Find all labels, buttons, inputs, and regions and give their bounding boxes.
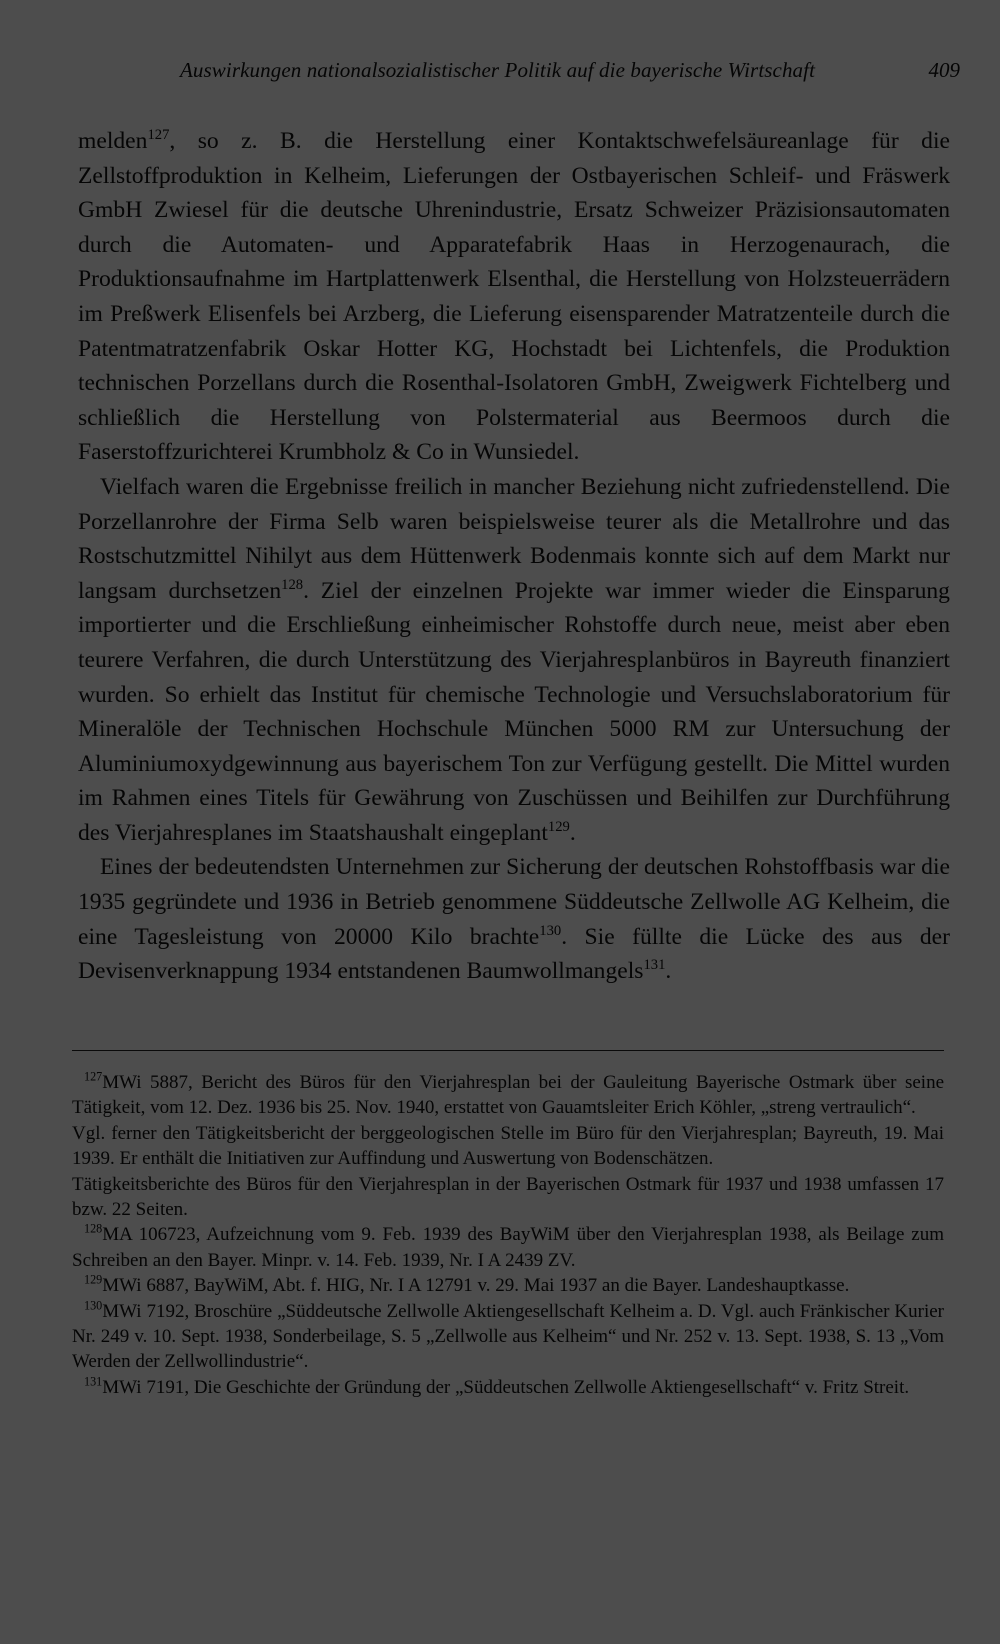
footnote-ref: 128 — [281, 576, 304, 593]
text-run: Eines der bedeutendsten Unternehmen zur Sicherung der deutschen Rohstoffbasis war die 1935 gegründete und 1936 in Betrieb genommene Süddeutsche Zellwolle AG Kelheim, die eine Tagesleistung von 20000 Kilo brachte — [78, 854, 950, 950]
footnote-130 — [72, 1299, 944, 1375]
paragraph-2 — [78, 470, 950, 851]
footnote-ref: 129 — [547, 819, 570, 836]
footnote-text: MWi 7192, Broschüre „Süddeutsche Zellwolle Aktiengesellschaft Kelheim a. D. Vgl. auch Fränkischer Kurier Nr. 249 v. 10. Sept. 1938, Sonderbeilage, S. 5 „Zellwolle aus Kelheim“ und Nr. 252 v. 13. Sept. 1938, S. 13 „Vom Werden der Zellwollindustrie“. — [72, 1300, 944, 1373]
footnote-127-continuation: Vgl. ferner den Tätigkeitsbericht der berggeologischen Stelle im Büro für den Vierjahresplan; Bayreuth, 19. Mai 1939. Er enthält die Initiativen zur Auffindung und Auswertung von Bodenschätzen. — [72, 1122, 944, 1170]
footnote-divider — [72, 1050, 944, 1051]
page-number: 409 — [928, 58, 960, 82]
footnote-number: 128 — [84, 1222, 103, 1237]
footnote-number: 129 — [84, 1272, 103, 1287]
footnote-number: 127 — [84, 1069, 103, 1084]
footnote-text: MWi 6887, BayWiM, Abt. f. HIG, Nr. I A 12791 v. 29. Mai 1937 an die Bayer. Landeshauptkasse. — [102, 1275, 850, 1297]
footnote-ref: 130 — [539, 922, 562, 939]
text-run: . Ziel der einzelnen Projekte war immer wieder die Einsparung importierter und die Erschließung einheimischer Rohstoffe durch neue, meist aber eben teurere Verfahren, die durch Unterstützung des Vierjahresplanbüros in Bayreuth finanziert wurden. So erhielt das Institut für chemische Technologie und Versuchslaboratorium für Mineralöle der Technischen Hochschule München 5000 RM zur Untersuchung der Aluminiumoxydgewinnung aus bayerischem Ton zur Verfügung gestellt. Die Mittel wurden im Rahmen eines Titels für Gewährung von Zuschüssen und Beihilfen zur Durchführung des Vierjahresplanes im Staatshaushalt eingeplant — [78, 577, 950, 846]
text-run: Vielfach waren die Ergebnisse freilich in mancher Beziehung nicht zufriedenstellend. Die Porzellanrohre der Firma Selb waren beispielsweise teurer als die Metallrohre und das Rostschutzmittel Nihilyt aus dem Hüttenwerk Bodenmais konnte sich auf dem Markt nur langsam durchsetzen — [78, 473, 950, 604]
footnote-131 — [72, 1375, 944, 1400]
text-run: melden — [78, 128, 148, 154]
text-run: . Sie füllte die Lücke des aus der Devisenverknappung 1934 entstandenen Baumwollmangels — [78, 923, 950, 985]
running-header — [180, 58, 960, 88]
footnote-text: MWi 5887, Bericht des Büros für den Vierjahresplan bei der Gauleitung Bayerische Ostmark über seine Tätigkeit, vom 12. Dez. 1936 bis 25. Nov. 1940, erstattet von Gauamtsleiter Erich Köhler, „streng vertraulich“. — [72, 1072, 944, 1119]
text-run: , so z. B. die Herstellung einer Kontaktschwefelsäureanlage für die Zellstoffproduktion in Kelheim, Lieferungen der Ostbayerischen Schleif- und Fräswerk GmbH Zwiesel für die deutsche Uhrenindustrie, Ersatz Schweizer Präzisionsautomaten durch die Automaten- und Apparatefabrik Haas in Herzogenaurach, die Produktionsaufnahme im Hartplattenwerk Elsenthal, die Herstellung von Holzsteuerrädern im Preßwerk Elisenfels bei Arzberg, die Lieferung eisensparender Matratzenteile durch die Patentmatratzenfabrik Oskar Hotter KG, Hochstadt bei Lichtenfels, die Produktion technischen Porzellans durch die Rosenthal-Isolatoren GmbH, Zweigwerk Fichtelberg und schließlich die Herstellung von Polstermaterial aus Beermoos durch die Faserstoffzurichterei Krumbholz & Co in Wunsiedel. — [78, 128, 950, 466]
footnote-text: MWi 7191, Die Geschichte der Gründung der „Süddeutschen Zellwolle Aktiengesellschaft“ v. Fritz Streit. — [102, 1376, 910, 1398]
footnote-ref: 131 — [643, 957, 666, 974]
footnote-number: 130 — [84, 1298, 103, 1313]
footnote-number: 131 — [84, 1374, 103, 1389]
footnote-127-continuation: Tätigkeitsberichte des Büros für den Vierjahresplan in der Bayerischen Ostmark für 1937 und 1938 umfassen 17 bzw. 22 Seiten. — [72, 1173, 944, 1221]
footnote-127 — [72, 1070, 944, 1121]
running-title: Auswirkungen nationalsozialistischer Politik auf die bayerische Wirtschaft — [180, 58, 816, 82]
paragraph-1 — [78, 124, 950, 470]
main-text — [78, 124, 950, 989]
text-run: . — [569, 819, 576, 846]
paragraph-3 — [78, 850, 950, 988]
footnote-128 — [72, 1222, 944, 1273]
footnote-129 — [72, 1273, 944, 1298]
footnotes — [72, 1070, 944, 1400]
footnote-text: MA 106723, Aufzeichnung vom 9. Feb. 1939 des BayWiM über den Vierjahresplan 1938, als Beilage zum Schreiben an den Bayer. Minpr. v. 14. Feb. 1939, Nr. I A 2439 ZV. — [72, 1224, 944, 1271]
text-run: . — [665, 958, 672, 985]
footnote-ref: 127 — [147, 127, 170, 144]
